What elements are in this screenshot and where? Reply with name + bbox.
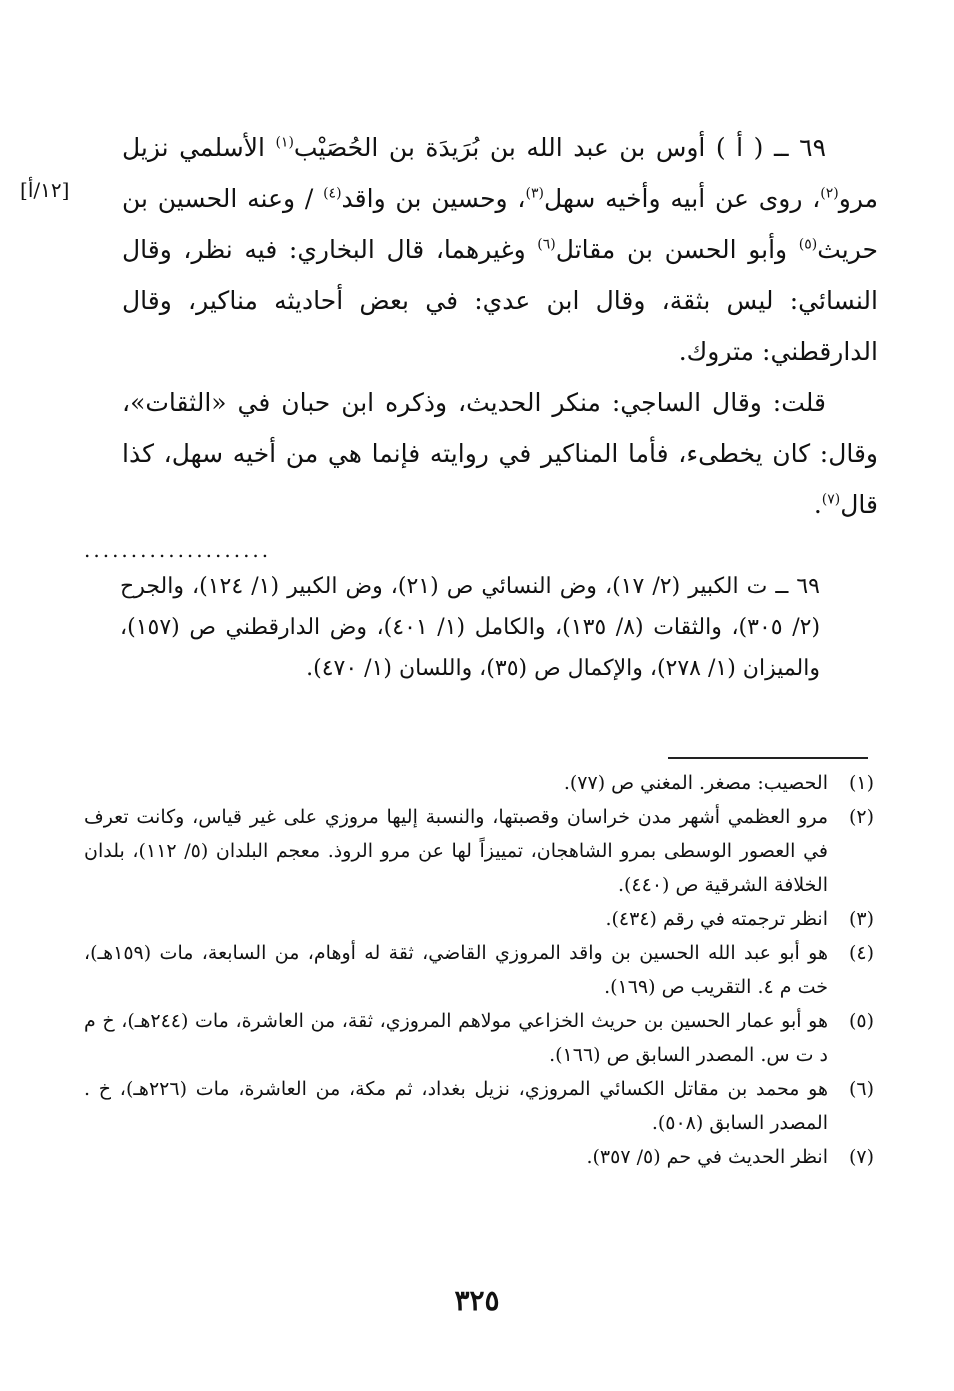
footnote-text: هو أبو عبد الله الحسين بن واقد المروزي القاضي، ثقة له أوهام، من السابعة، مات (١٥٩هـ)، خت م ٤. التقريب ص (١٦٩). xyxy=(84,942,828,998)
footnote-ref[interactable]: (٣) xyxy=(525,185,544,202)
footnotes xyxy=(84,766,874,1174)
entry-text: وأبو الحسن بن مقاتل xyxy=(555,235,799,264)
entry-text: / وعنه الحسين بن حريث xyxy=(122,184,878,264)
footnote-number: (٧) xyxy=(848,1146,874,1168)
footnote-ref[interactable]: (٥) xyxy=(798,236,818,253)
footnote-text: انظر الحديث في حم (٥/ ٣٥٧). xyxy=(586,1146,828,1168)
page-number: ٣٢٥ xyxy=(454,1284,500,1317)
footnote-number: (٦) xyxy=(848,1078,874,1100)
footnote-text: مرو العظمي أشهر مدن خراسان وقصبتها، والنسبة إليها مروزي على غير قياس، وكانت تعرف في العصور الوسطى بمرو الشاهجان، تمييزاً لها عن مرو الروذ. معجم البلدان (٥/ ١١٢)، بلدان الخلافة الشرقية ص (٤٤٠). xyxy=(84,806,828,896)
footnote-ref[interactable]: (١) xyxy=(275,134,294,151)
footnote-text: انظر ترجمته في رقم (٤٣٤). xyxy=(605,908,828,930)
footnote-item xyxy=(84,800,874,902)
footnote-item xyxy=(84,766,874,800)
manuscript-folio-ref: [١٢/أ] xyxy=(20,178,70,202)
footnote-text: الحصيب: مصغر. المغني ص (٧٧). xyxy=(563,772,828,794)
comment-paragraph xyxy=(122,377,878,530)
comment-end: . xyxy=(813,490,822,519)
dotted-separator: .................... xyxy=(84,538,272,562)
entry-paragraph xyxy=(122,122,878,377)
footnote-item xyxy=(84,1072,874,1140)
main-text xyxy=(122,122,878,530)
footnote-number: (١) xyxy=(848,772,874,794)
entry-text: الأسلمي نزيل مرو xyxy=(122,133,879,213)
footnote-number: (٤) xyxy=(848,942,874,964)
footnote-item xyxy=(84,1004,874,1072)
footnote-divider xyxy=(668,757,868,759)
footnote-number: (٢) xyxy=(848,806,874,828)
footnote-item xyxy=(84,936,874,1004)
footnote-ref[interactable]: (٢) xyxy=(820,185,839,202)
footnote-item xyxy=(84,1140,874,1174)
sources-block xyxy=(120,566,820,689)
footnote-ref[interactable]: (٤) xyxy=(323,185,342,202)
entry-text: ، وحسين بن واقد xyxy=(341,184,526,213)
comment-text: قلت: وقال الساجي: منكر الحديث، وذكره ابن حبان في «الثقات»، وقال: كان يخطىء، فأما المناكير في روايته فإنما هي من أخيه سهل، كذا قال xyxy=(122,388,878,519)
sources-text: ٦٩ ــ ت الكبير (٢/ ١٧)، وض النسائي ص (٢١)، وض الكبير (١/ ١٢٤)، والجرح (٢/ ٣٠٥)، والثقات (٨/ ١٣٥)، والكامل (١/ ٤٠١)، وض الدارقطني ص (١٥٧)، والميزان (١/ ٢٧٨)، والإكمال ص (٣٥)، واللسان (١/ ٤٧٠). xyxy=(120,574,821,681)
entry-text: ٦٩ ــ ( أ ) أوس بن عبد الله بن بُرَيدَة بن الحُصَيْب xyxy=(293,133,826,162)
footnote-ref[interactable]: (٦) xyxy=(537,236,556,253)
footnote-ref[interactable]: (٧) xyxy=(821,491,841,508)
footnote-text: هو محمد بن مقاتل الكسائي المروزي، نزيل بغداد، ثم مكة، من العاشرة، مات (٢٢٦هـ)، خ . المصدر السابق (٥٠٨). xyxy=(84,1078,828,1134)
footnote-text: هو أبو عمار الحسين بن حريث الخزاعي مولاهم المروزي، ثقة، من العاشرة، مات (٢٤٤هـ)، خ م د ت س. المصدر السابق ص (١٦٦). xyxy=(84,1010,828,1066)
footnote-number: (٥) xyxy=(848,1010,874,1032)
footnote-number: (٣) xyxy=(848,908,874,930)
entry-text: ، روى عن أبيه وأخيه سهل xyxy=(543,184,821,213)
footnote-item xyxy=(84,902,874,936)
entry-text: وغيرهما، قال البخاري: فيه نظر، وقال النسائي: ليس بثقة، وقال ابن عدي: في بعض أحاديثه مناكير، وقال الدارقطني: متروك. xyxy=(122,235,878,366)
